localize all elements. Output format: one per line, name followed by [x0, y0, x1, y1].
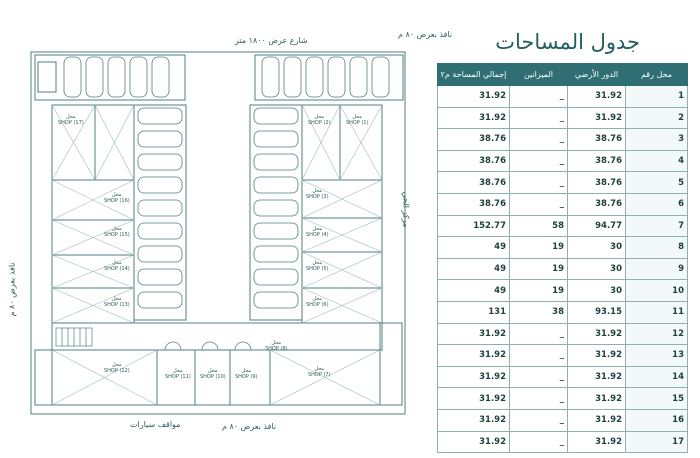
cell-total: 38.76	[438, 172, 510, 194]
table-row	[438, 431, 688, 453]
cell-ground: 93.15	[568, 301, 626, 323]
cell-ground: 31.92	[568, 323, 626, 345]
cell-ground: 31.92	[568, 431, 626, 453]
side-left-label: نافذ بعرض ٨٠ م	[7, 262, 17, 317]
header-total: إجمالي المساحة م٢	[438, 64, 510, 86]
cell-ground: 30	[568, 280, 626, 302]
cell-ground: 38.76	[568, 193, 626, 215]
cell-shop-no: 10	[626, 280, 688, 302]
cell-shop-no: 17	[626, 431, 688, 453]
cell-total: 31.92	[438, 86, 510, 108]
shop-14: محل SHOP (14)	[104, 260, 130, 272]
cell-mezzanine: _	[510, 172, 568, 194]
cell-ground: 31.92	[568, 345, 626, 367]
cell-total: 31.92	[438, 345, 510, 367]
table-row	[438, 237, 688, 259]
cell-shop-no: 11	[626, 301, 688, 323]
table-row	[438, 86, 688, 108]
table-row	[438, 345, 688, 367]
table-row	[438, 107, 688, 129]
areas-table	[437, 63, 688, 453]
cell-total: 49	[438, 258, 510, 280]
plot-boundary	[31, 52, 405, 414]
cell-shop-no: 15	[626, 388, 688, 410]
table-row	[438, 280, 688, 302]
table-row	[438, 129, 688, 151]
cell-mezzanine: _	[510, 345, 568, 367]
table-row	[438, 215, 688, 237]
table-row	[438, 366, 688, 388]
cell-total: 38.76	[438, 193, 510, 215]
shop-11: محل SHOP (11)	[165, 368, 191, 380]
street-bottom-label: نافذ بعرض ٨٠ م	[222, 422, 277, 431]
cell-ground: 30	[568, 258, 626, 280]
cell-total: 31.92	[438, 366, 510, 388]
cell-mezzanine: 19	[510, 237, 568, 259]
cell-ground: 31.92	[568, 409, 626, 431]
header-shop-no: محل رقم	[626, 64, 688, 86]
table-row	[438, 258, 688, 280]
cell-shop-no: 14	[626, 366, 688, 388]
cell-mezzanine: _	[510, 323, 568, 345]
cell-ground: 31.92	[568, 107, 626, 129]
cell-shop-no: 12	[626, 323, 688, 345]
cell-mezzanine: 19	[510, 280, 568, 302]
header-mezzanine: الميزانين	[510, 64, 568, 86]
cell-total: 31.92	[438, 323, 510, 345]
header-ground: الدور الأرضي	[568, 64, 626, 86]
cell-shop-no: 2	[626, 107, 688, 129]
table-row	[438, 172, 688, 194]
cell-ground: 38.76	[568, 150, 626, 172]
cell-shop-no: 6	[626, 193, 688, 215]
cell-shop-no: 13	[626, 345, 688, 367]
cell-total: 131	[438, 301, 510, 323]
cell-total: 31.92	[438, 431, 510, 453]
cell-shop-no: 8	[626, 237, 688, 259]
shop-8: محل SHOP (8)	[265, 340, 288, 352]
cell-mezzanine: _	[510, 366, 568, 388]
table-row	[438, 301, 688, 323]
cell-total: 49	[438, 280, 510, 302]
shop-17: محل SHOP (17)	[58, 114, 84, 126]
cell-total: 31.92	[438, 107, 510, 129]
cell-ground: 94.77	[568, 215, 626, 237]
street-top-label: شارع عرض ١٨٠٠ متر	[235, 36, 308, 45]
cell-ground: 38.76	[568, 129, 626, 151]
cell-mezzanine: _	[510, 107, 568, 129]
cell-shop-no: 4	[626, 150, 688, 172]
cell-mezzanine: _	[510, 150, 568, 172]
cell-total: 31.92	[438, 388, 510, 410]
cell-ground: 30	[568, 237, 626, 259]
shop-5: محل SHOP (5)	[306, 260, 329, 272]
shop-4: محل SHOP (4)	[306, 226, 329, 238]
cell-total: 38.76	[438, 129, 510, 151]
shop-6: محل SHOP (6)	[306, 296, 329, 308]
cell-ground: 31.92	[568, 388, 626, 410]
cell-total: 31.92	[438, 409, 510, 431]
cell-shop-no: 9	[626, 258, 688, 280]
side-right-label: مركز الحي	[401, 191, 411, 228]
table-row	[438, 388, 688, 410]
shop-2: محل SHOP (2)	[308, 114, 331, 126]
cell-mezzanine: _	[510, 86, 568, 108]
shop-12: محل SHOP (12)	[104, 362, 130, 374]
cell-mezzanine: _	[510, 193, 568, 215]
cell-shop-no: 16	[626, 409, 688, 431]
table-row	[438, 150, 688, 172]
cell-shop-no: 5	[626, 172, 688, 194]
cell-ground: 38.76	[568, 172, 626, 194]
parking-bottom-label: مواقف سيارات	[130, 420, 181, 429]
cell-mezzanine: _	[510, 129, 568, 151]
table-row	[438, 193, 688, 215]
cell-shop-no: 7	[626, 215, 688, 237]
shop-1: محل SHOP (1)	[346, 114, 369, 126]
shop-3: محل SHOP (3)	[306, 188, 329, 200]
shop-10: محل SHOP (10)	[200, 368, 226, 380]
cell-ground: 31.92	[568, 366, 626, 388]
street-top-right-label: نافذ بعرض ٨٠ م	[398, 30, 453, 39]
cell-mezzanine: 19	[510, 258, 568, 280]
cell-shop-no: 1	[626, 86, 688, 108]
cell-mezzanine: 58	[510, 215, 568, 237]
shop-16: محل SHOP (16)	[104, 192, 130, 204]
shop-13: محل SHOP (13)	[104, 296, 130, 308]
cell-total: 49	[438, 237, 510, 259]
table-header-row	[438, 64, 688, 86]
cell-shop-no: 3	[626, 129, 688, 151]
cell-ground: 31.92	[568, 86, 626, 108]
table-title: جدول المساحات	[495, 30, 640, 54]
cell-mezzanine: _	[510, 431, 568, 453]
cell-total: 38.76	[438, 150, 510, 172]
shop-7: محل SHOP (7)	[308, 366, 331, 378]
table-row	[438, 323, 688, 345]
table-row	[438, 409, 688, 431]
cell-mezzanine: 38	[510, 301, 568, 323]
shop-15: محل SHOP (15)	[104, 226, 130, 238]
cell-mezzanine: _	[510, 388, 568, 410]
cell-mezzanine: _	[510, 409, 568, 431]
shop-9: محل SHOP (9)	[235, 368, 258, 380]
cell-total: 152.77	[438, 215, 510, 237]
